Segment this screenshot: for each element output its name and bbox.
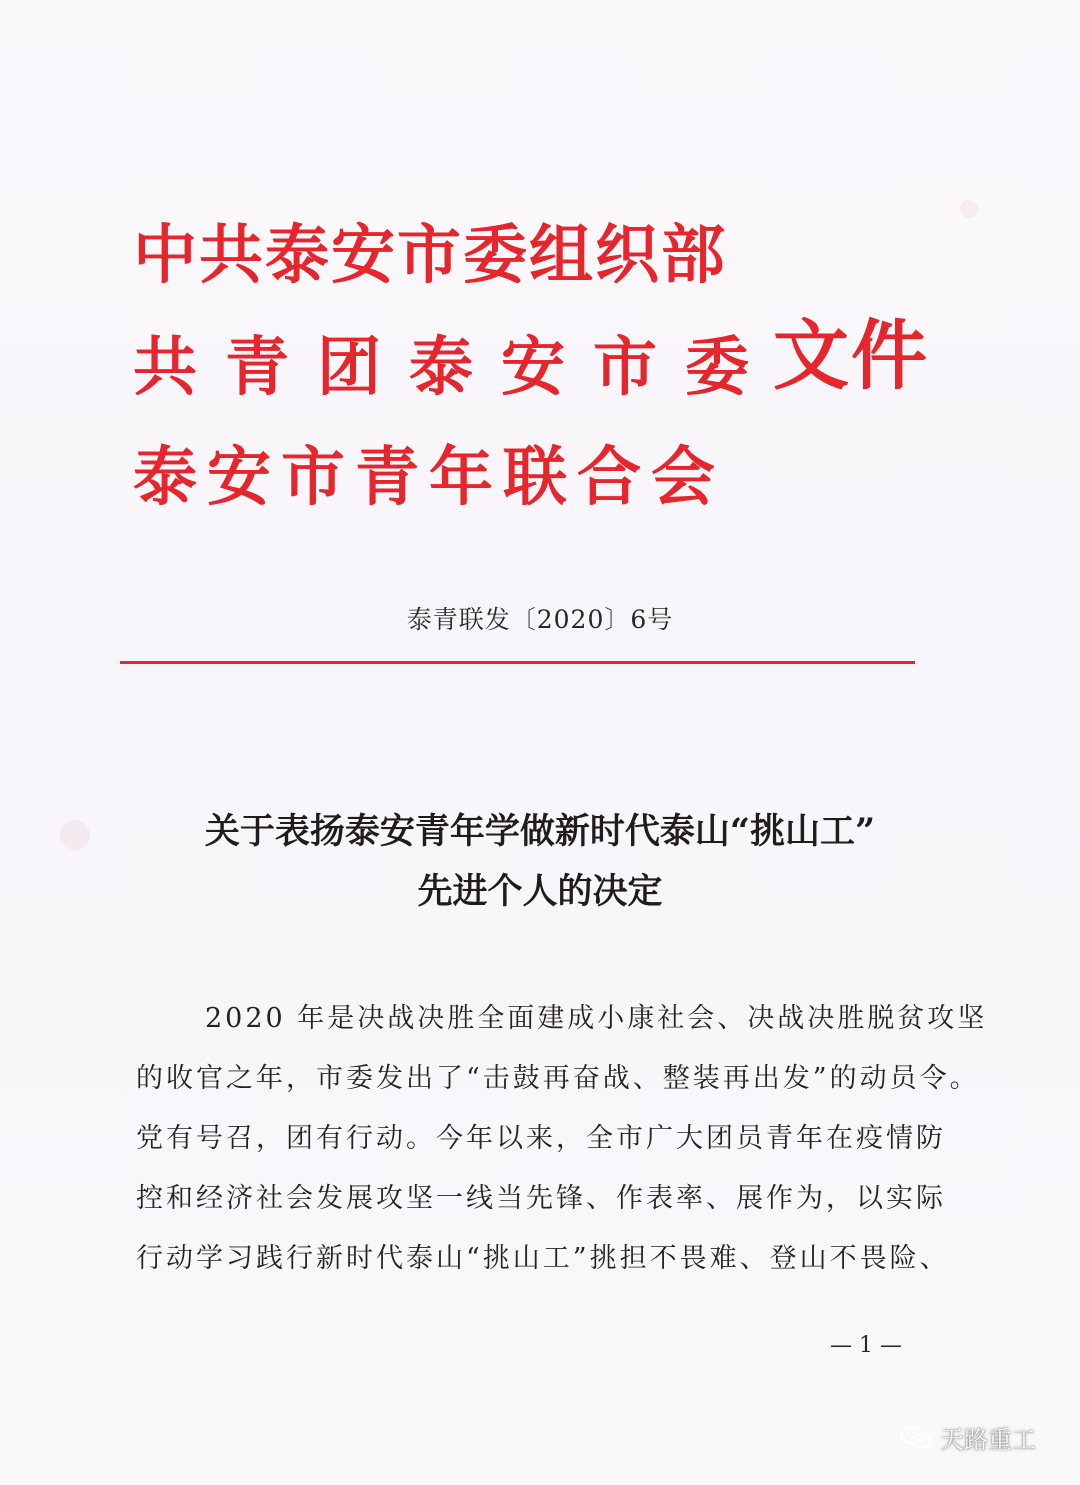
paper-speck (960, 200, 978, 218)
watermark-label: 天路重工 (940, 1426, 1036, 1454)
header-line-youth-federation: 泰安市青年联合会 (133, 441, 725, 515)
body-paragraph-line: 控和经济社会发展攻坚一线当先锋、作表率、展作为，以实际 (136, 1183, 946, 1214)
document-number: 泰青联发〔2020〕6号 (406, 605, 674, 634)
source-watermark (900, 1420, 1036, 1455)
document-title-line-1: 关于表扬泰安青年学做新时代泰山“挑山工” (204, 811, 876, 852)
header-line-organization-dept: 中共泰安市委组织部 (133, 219, 727, 293)
wechat-icon (900, 1424, 932, 1452)
document-title-line-2: 先进个人的决定 (417, 871, 663, 912)
red-divider-line (120, 661, 915, 664)
page-number: — 1 — (830, 1333, 902, 1358)
body-paragraph-line: 党有号召，团有行动。今年以来，全市广大团员青年在疫情防 (136, 1123, 946, 1154)
body-paragraph-line: 2020 年是决战决胜全面建成小康社会、决战决胜脱贫攻坚 (205, 1003, 988, 1034)
body-paragraph-line: 的收官之年，市委发出了“击鼓再奋战、整装再出发”的动员令。 (136, 1063, 980, 1094)
header-file-word: 文件 (773, 311, 929, 400)
body-paragraph-line: 行动学习践行新时代泰山“挑山工”挑担不畏难、登山不畏险、 (136, 1243, 950, 1274)
header-line-youth-league: 共青团泰安市委 (133, 331, 777, 405)
